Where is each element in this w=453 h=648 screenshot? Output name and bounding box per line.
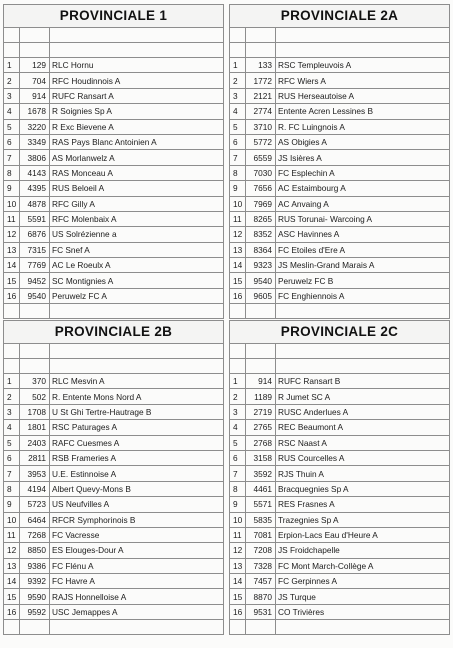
blank-row: [4, 344, 224, 359]
section-title: PROVINCIALE 2C: [229, 320, 450, 343]
rank-cell: 4: [230, 420, 246, 435]
club-name-cell: JS Turque: [276, 589, 450, 604]
rank-cell: 3: [230, 88, 246, 103]
table-row: [230, 574, 450, 589]
table-row: [230, 466, 450, 481]
club-code-cell: 5772: [246, 134, 276, 149]
club-name-cell: AC Le Roeulx A: [50, 258, 224, 273]
rank-cell: 7: [230, 466, 246, 481]
rank-cell: 4: [230, 104, 246, 119]
club-code-cell: 1678: [20, 104, 50, 119]
blank-row: [4, 304, 224, 319]
club-name-cell: RSC Naast A: [276, 435, 450, 450]
club-code-cell: 4143: [20, 165, 50, 180]
table-row: [4, 420, 224, 435]
club-name-cell: US Neufvilles A: [50, 497, 224, 512]
club-code-cell: 7081: [246, 527, 276, 542]
table-row: [230, 374, 450, 389]
club-code-cell: 7030: [246, 165, 276, 180]
club-code-cell: 1189: [246, 389, 276, 404]
rank-cell: 12: [4, 543, 20, 558]
table-row: [4, 165, 224, 180]
rank-cell: 8: [230, 165, 246, 180]
table-row: [230, 389, 450, 404]
club-name-cell: SC Montignies A: [50, 273, 224, 288]
club-code-cell: 2774: [246, 104, 276, 119]
table-row: [230, 134, 450, 149]
table-row: [4, 389, 224, 404]
club-name-cell: RUS Beloeil A: [50, 181, 224, 196]
rank-cell: 7: [4, 466, 20, 481]
blank-row: [230, 344, 450, 359]
club-code-cell: 7969: [246, 196, 276, 211]
club-code-cell: 5571: [246, 497, 276, 512]
club-name-cell: JS Froidchapelle: [276, 543, 450, 558]
standings-table: [229, 343, 450, 635]
club-name-cell: USC Jemappes A: [50, 604, 224, 619]
table-row: [230, 558, 450, 573]
table-row: [230, 181, 450, 196]
table-row: [4, 273, 224, 288]
club-name-cell: FC Mont March-Collège A: [276, 558, 450, 573]
table-row: [4, 374, 224, 389]
blank-row: [4, 28, 224, 43]
club-name-cell: RSC Templeuvois A: [276, 58, 450, 73]
section-provinciale-2a: [229, 4, 450, 319]
club-name-cell: R Soignies Sp A: [50, 104, 224, 119]
club-name-cell: RUS Torunai- Warcoing A: [276, 211, 450, 226]
section-title: PROVINCIALE 2A: [229, 4, 450, 27]
club-name-cell: RFCR Symphorinois B: [50, 512, 224, 527]
table-row: [230, 450, 450, 465]
club-name-cell: Bracquegnies Sp A: [276, 481, 450, 496]
club-code-cell: 9540: [20, 288, 50, 303]
section-title: PROVINCIALE 2B: [3, 320, 224, 343]
club-code-cell: 4878: [20, 196, 50, 211]
table-row: [230, 481, 450, 496]
section-provinciale-2b: [3, 320, 224, 635]
club-name-cell: JS Meslin-Grand Marais A: [276, 258, 450, 273]
club-code-cell: 914: [20, 88, 50, 103]
rank-cell: 6: [4, 450, 20, 465]
club-name-cell: RLC Mesvin A: [50, 374, 224, 389]
blank-row: [4, 43, 224, 58]
club-code-cell: 2719: [246, 404, 276, 419]
rank-cell: 14: [230, 258, 246, 273]
club-code-cell: 2403: [20, 435, 50, 450]
club-name-cell: RUFC Ransart B: [276, 374, 450, 389]
rank-cell: 11: [4, 211, 20, 226]
club-name-cell: AC Estaimbourg A: [276, 181, 450, 196]
table-row: [4, 288, 224, 303]
table-row: [230, 497, 450, 512]
table-row: [230, 589, 450, 604]
table-row: [4, 589, 224, 604]
rank-cell: 14: [4, 258, 20, 273]
table-row: [230, 211, 450, 226]
table-row: [230, 258, 450, 273]
table-row: [4, 404, 224, 419]
rank-cell: 1: [230, 374, 246, 389]
table-row: [4, 242, 224, 257]
rank-cell: 11: [4, 527, 20, 542]
rank-cell: 8: [230, 481, 246, 496]
club-name-cell: RSB Frameries A: [50, 450, 224, 465]
rank-cell: 15: [4, 273, 20, 288]
blank-row: [230, 28, 450, 43]
club-code-cell: 8870: [246, 589, 276, 604]
table-row: [230, 288, 450, 303]
club-code-cell: 6876: [20, 227, 50, 242]
standings-table: [3, 343, 224, 635]
club-code-cell: 7208: [246, 543, 276, 558]
blank-row: [230, 359, 450, 374]
rank-cell: 13: [4, 558, 20, 573]
club-name-cell: RES Frasnes A: [276, 497, 450, 512]
rank-cell: 15: [230, 589, 246, 604]
rank-cell: 7: [4, 150, 20, 165]
table-row: [4, 466, 224, 481]
table-row: [230, 273, 450, 288]
club-code-cell: 5591: [20, 211, 50, 226]
rank-cell: 3: [4, 88, 20, 103]
rank-cell: 4: [4, 420, 20, 435]
club-name-cell: U St Ghi Tertre-Hautrage B: [50, 404, 224, 419]
table-row: [4, 181, 224, 196]
club-code-cell: 7268: [20, 527, 50, 542]
rank-cell: 7: [230, 150, 246, 165]
section-title: PROVINCIALE 1: [3, 4, 224, 27]
club-code-cell: 1708: [20, 404, 50, 419]
club-code-cell: 3220: [20, 119, 50, 134]
club-code-cell: 129: [20, 58, 50, 73]
club-code-cell: 9590: [20, 589, 50, 604]
club-name-cell: RUS Courcelles A: [276, 450, 450, 465]
club-code-cell: 2811: [20, 450, 50, 465]
rank-cell: 9: [230, 181, 246, 196]
table-row: [4, 497, 224, 512]
club-name-cell: R Exc Bievene A: [50, 119, 224, 134]
rank-cell: 11: [230, 527, 246, 542]
table-row: [230, 227, 450, 242]
club-name-cell: US Solrézienne a: [50, 227, 224, 242]
club-code-cell: 3710: [246, 119, 276, 134]
club-name-cell: FC Flénu A: [50, 558, 224, 573]
club-code-cell: 7769: [20, 258, 50, 273]
rank-cell: 9: [4, 497, 20, 512]
table-row: [230, 543, 450, 558]
club-name-cell: RFC Molenbaix A: [50, 211, 224, 226]
club-code-cell: 7315: [20, 242, 50, 257]
club-name-cell: RJS Thuin A: [276, 466, 450, 481]
section-provinciale-2c: [229, 320, 450, 635]
rank-cell: 1: [4, 58, 20, 73]
rank-cell: 16: [230, 288, 246, 303]
club-code-cell: 8265: [246, 211, 276, 226]
rank-cell: 10: [4, 512, 20, 527]
rank-cell: 15: [4, 589, 20, 604]
club-name-cell: FC Snef A: [50, 242, 224, 257]
rank-cell: 13: [230, 242, 246, 257]
table-row: [4, 450, 224, 465]
club-code-cell: 2768: [246, 435, 276, 450]
rank-cell: 9: [4, 181, 20, 196]
table-row: [230, 420, 450, 435]
club-name-cell: FC Esplechin A: [276, 165, 450, 180]
rank-cell: 3: [230, 404, 246, 419]
rank-cell: 1: [4, 374, 20, 389]
rank-cell: 2: [230, 73, 246, 88]
table-row: [230, 435, 450, 450]
table-row: [4, 604, 224, 619]
table-row: [4, 196, 224, 211]
rank-cell: 14: [4, 574, 20, 589]
club-name-cell: RAFC Cuesmes A: [50, 435, 224, 450]
club-name-cell: JS Isières A: [276, 150, 450, 165]
club-code-cell: 1772: [246, 73, 276, 88]
rank-cell: 13: [4, 242, 20, 257]
table-row: [4, 134, 224, 149]
club-name-cell: CO Trivières: [276, 604, 450, 619]
club-code-cell: 5723: [20, 497, 50, 512]
club-name-cell: Peruwelz FC B: [276, 273, 450, 288]
rank-cell: 16: [230, 604, 246, 619]
blank-row: [230, 620, 450, 635]
club-code-cell: 914: [246, 374, 276, 389]
club-code-cell: 370: [20, 374, 50, 389]
club-code-cell: 704: [20, 73, 50, 88]
club-name-cell: ASC Havinnes A: [276, 227, 450, 242]
club-name-cell: U.E. Estinnoise A: [50, 466, 224, 481]
club-code-cell: 1801: [20, 420, 50, 435]
club-name-cell: Trazegnies Sp A: [276, 512, 450, 527]
section-provinciale-1: [3, 4, 224, 319]
club-code-cell: 9323: [246, 258, 276, 273]
rank-cell: 9: [230, 497, 246, 512]
club-code-cell: 502: [20, 389, 50, 404]
table-row: [4, 527, 224, 542]
rank-cell: 10: [230, 512, 246, 527]
club-code-cell: 7457: [246, 574, 276, 589]
table-row: [230, 165, 450, 180]
club-name-cell: FC Gerpinnes A: [276, 574, 450, 589]
club-code-cell: 2121: [246, 88, 276, 103]
table-row: [4, 88, 224, 103]
club-name-cell: ES Elouges-Dour A: [50, 543, 224, 558]
rank-cell: 5: [230, 119, 246, 134]
club-name-cell: RUSC Anderlues A: [276, 404, 450, 419]
club-name-cell: RAJS Honnelloise A: [50, 589, 224, 604]
club-code-cell: 8364: [246, 242, 276, 257]
table-row: [230, 150, 450, 165]
club-code-cell: 8850: [20, 543, 50, 558]
club-code-cell: 3953: [20, 466, 50, 481]
rank-cell: 8: [4, 481, 20, 496]
club-code-cell: 8352: [246, 227, 276, 242]
table-row: [230, 104, 450, 119]
table-row: [4, 227, 224, 242]
club-name-cell: FC Havre A: [50, 574, 224, 589]
table-row: [230, 404, 450, 419]
blank-row: [4, 620, 224, 635]
club-name-cell: RLC Hornu: [50, 58, 224, 73]
table-row: [4, 104, 224, 119]
rank-cell: 14: [230, 574, 246, 589]
club-name-cell: RFC Wiers A: [276, 73, 450, 88]
rank-cell: 6: [230, 450, 246, 465]
standings-table: [229, 27, 450, 319]
table-row: [4, 558, 224, 573]
club-code-cell: 6464: [20, 512, 50, 527]
club-code-cell: 2765: [246, 420, 276, 435]
table-row: [4, 512, 224, 527]
table-row: [230, 73, 450, 88]
club-code-cell: 9531: [246, 604, 276, 619]
rank-cell: 1: [230, 58, 246, 73]
rank-cell: 5: [4, 119, 20, 134]
rank-cell: 16: [4, 604, 20, 619]
club-name-cell: RAS Monceau A: [50, 165, 224, 180]
club-code-cell: 7656: [246, 181, 276, 196]
table-row: [4, 150, 224, 165]
club-name-cell: REC Beaumont A: [276, 420, 450, 435]
club-code-cell: 9452: [20, 273, 50, 288]
club-code-cell: 3592: [246, 466, 276, 481]
table-row: [4, 258, 224, 273]
table-row: [4, 481, 224, 496]
table-row: [4, 574, 224, 589]
rank-cell: 12: [230, 543, 246, 558]
table-row: [230, 242, 450, 257]
rank-cell: 6: [4, 134, 20, 149]
rank-cell: 10: [4, 196, 20, 211]
club-name-cell: Albert Quevy-Mons B: [50, 481, 224, 496]
club-name-cell: Peruwelz FC A: [50, 288, 224, 303]
standings-table: [3, 27, 224, 319]
rank-cell: 13: [230, 558, 246, 573]
rank-cell: 2: [4, 73, 20, 88]
table-row: [230, 88, 450, 103]
rank-cell: 5: [4, 435, 20, 450]
club-code-cell: 4461: [246, 481, 276, 496]
table-row: [4, 119, 224, 134]
rank-cell: 4: [4, 104, 20, 119]
rank-cell: 2: [230, 389, 246, 404]
table-row: [230, 512, 450, 527]
blank-row: [230, 304, 450, 319]
table-row: [230, 58, 450, 73]
club-code-cell: 9592: [20, 604, 50, 619]
table-row: [4, 435, 224, 450]
rank-cell: 12: [4, 227, 20, 242]
table-row: [4, 58, 224, 73]
club-code-cell: 133: [246, 58, 276, 73]
club-code-cell: 3806: [20, 150, 50, 165]
table-row: [4, 73, 224, 88]
table-row: [230, 604, 450, 619]
club-code-cell: 9540: [246, 273, 276, 288]
rank-cell: 11: [230, 211, 246, 226]
rank-cell: 12: [230, 227, 246, 242]
rank-cell: 15: [230, 273, 246, 288]
club-name-cell: RUS Herseautoise A: [276, 88, 450, 103]
club-name-cell: AC Anvaing A: [276, 196, 450, 211]
club-name-cell: R. Entente Mons Nord A: [50, 389, 224, 404]
rank-cell: 6: [230, 134, 246, 149]
club-code-cell: 7328: [246, 558, 276, 573]
club-code-cell: 5835: [246, 512, 276, 527]
club-code-cell: 6559: [246, 150, 276, 165]
club-name-cell: Entente Acren Lessines B: [276, 104, 450, 119]
blank-row: [230, 43, 450, 58]
table-row: [4, 543, 224, 558]
club-code-cell: 3158: [246, 450, 276, 465]
table-row: [230, 119, 450, 134]
club-name-cell: RUFC Ransart A: [50, 88, 224, 103]
club-name-cell: AS Obigies A: [276, 134, 450, 149]
club-name-cell: R Jumet SC A: [276, 389, 450, 404]
rank-cell: 10: [230, 196, 246, 211]
rank-cell: 8: [4, 165, 20, 180]
club-code-cell: 9386: [20, 558, 50, 573]
club-name-cell: R. FC Luingnois A: [276, 119, 450, 134]
rank-cell: 16: [4, 288, 20, 303]
club-name-cell: FC Vacresse: [50, 527, 224, 542]
table-row: [4, 211, 224, 226]
club-name-cell: AS Morlanwelz A: [50, 150, 224, 165]
club-name-cell: Erpion-Lacs Eau d'Heure A: [276, 527, 450, 542]
blank-row: [4, 359, 224, 374]
club-code-cell: 9392: [20, 574, 50, 589]
club-name-cell: RFC Houdinnois A: [50, 73, 224, 88]
club-name-cell: FC Enghiennois A: [276, 288, 450, 303]
rank-cell: 2: [4, 389, 20, 404]
club-name-cell: RFC Gilly A: [50, 196, 224, 211]
club-name-cell: RSC Paturages A: [50, 420, 224, 435]
club-code-cell: 4194: [20, 481, 50, 496]
club-name-cell: RAS Pays Blanc Antoinien A: [50, 134, 224, 149]
club-code-cell: 4395: [20, 181, 50, 196]
rank-cell: 3: [4, 404, 20, 419]
club-code-cell: 9605: [246, 288, 276, 303]
rank-cell: 5: [230, 435, 246, 450]
table-row: [230, 196, 450, 211]
club-code-cell: 3349: [20, 134, 50, 149]
club-name-cell: FC Etoiles d'Ere A: [276, 242, 450, 257]
table-row: [230, 527, 450, 542]
